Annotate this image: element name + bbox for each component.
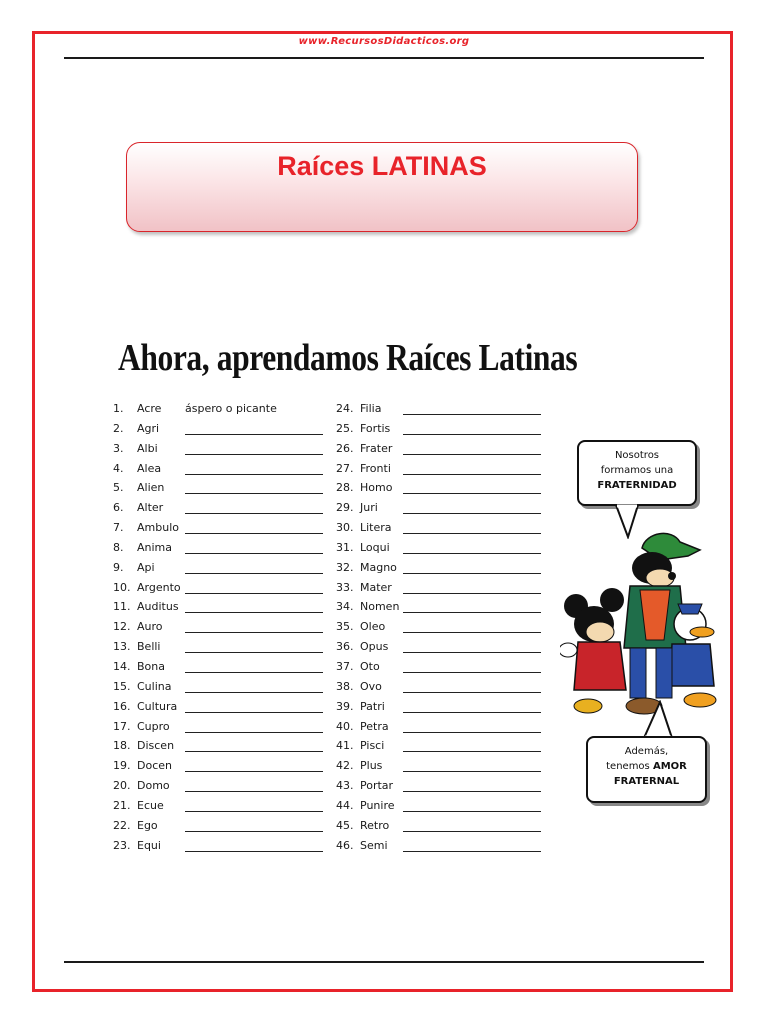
speech-bubble-tail-icon [636, 700, 676, 740]
latin-root: Cupro [137, 719, 170, 733]
latin-root: Agri [137, 421, 160, 435]
answer-blank[interactable] [185, 672, 323, 673]
latin-root: Punire [360, 798, 395, 812]
latin-root: Retro [360, 818, 390, 832]
item-number: 18. [113, 739, 131, 753]
latin-root: Opus [360, 640, 389, 654]
cartoon-friends-illustration [560, 520, 720, 720]
item-number: 21. [113, 798, 131, 812]
answer-blank[interactable] [403, 533, 541, 534]
item-number: 41. [336, 739, 354, 753]
answer-blank[interactable] [185, 751, 323, 752]
answer-blank[interactable] [185, 612, 323, 613]
latin-root: Acre [137, 402, 162, 415]
latin-root: Auro [137, 620, 163, 634]
answer-blank[interactable] [403, 573, 541, 574]
item-number: 22. [113, 818, 131, 832]
item-number: 37. [336, 659, 354, 673]
item-number: 39. [336, 699, 354, 713]
bubble-text: formamos una [600, 465, 674, 476]
answer-blank[interactable] [185, 811, 323, 812]
latin-root: Alter [137, 501, 164, 515]
answer-blank[interactable] [185, 493, 323, 494]
item-number: 20. [113, 779, 131, 793]
item-number: 10. [113, 580, 131, 594]
latin-root: Culina [137, 679, 172, 693]
answer-blank[interactable] [185, 513, 323, 514]
item-number: 33. [336, 580, 354, 594]
item-number: 45. [336, 818, 354, 832]
answer-blank[interactable] [403, 712, 541, 713]
item-number: 9. [113, 560, 124, 574]
latin-root: Semi [360, 838, 388, 852]
item-number: 30. [336, 521, 354, 535]
answer-blank[interactable] [403, 751, 541, 752]
answer-blank[interactable] [403, 414, 541, 415]
item-number: 24. [336, 402, 354, 415]
item-number: 19. [113, 759, 131, 773]
answer-blank[interactable] [185, 831, 323, 832]
item-number: 11. [113, 600, 131, 614]
item-number: 31. [336, 540, 354, 554]
bubble-text: Nosotros [614, 450, 660, 461]
answer-blank[interactable] [403, 474, 541, 475]
speech-bubble-top [577, 440, 697, 506]
answer-blank[interactable] [185, 454, 323, 455]
item-number: 25. [336, 421, 354, 435]
latin-root: Homo [360, 481, 393, 495]
latin-root: Alea [137, 461, 162, 475]
answer-blank[interactable] [403, 593, 541, 594]
answer-blank[interactable] [185, 652, 323, 653]
latin-root: Belli [137, 640, 161, 654]
bubble-text-bold: FRATERNIDAD [597, 480, 677, 491]
answer-blank[interactable] [403, 811, 541, 812]
answer-blank[interactable] [185, 474, 323, 475]
latin-root: Oto [360, 659, 380, 673]
speech-bubble-bottom [586, 736, 707, 803]
latin-root: Auditus [137, 600, 179, 614]
bubble-text-bold: FRATERNAL [613, 776, 680, 787]
latin-root: Frater [360, 441, 393, 455]
item-number: 36. [336, 640, 354, 654]
answer-blank[interactable] [403, 553, 541, 554]
answer-blank[interactable] [403, 612, 541, 613]
latin-root: Magno [360, 560, 397, 574]
answer-blank[interactable] [403, 652, 541, 653]
bubble-text: tenemos AMOR [606, 761, 687, 772]
latin-root: Api [137, 560, 155, 574]
latin-root: Ovo [360, 679, 382, 693]
item-number: 6. [113, 501, 124, 515]
bubble-text: Además, [624, 746, 669, 757]
latin-root: Fronti [360, 461, 391, 475]
latin-root: Alien [137, 481, 165, 495]
answer-blank[interactable] [185, 593, 323, 594]
item-number: 27. [336, 461, 354, 475]
item-number: 23. [113, 838, 131, 852]
item-number: 14. [113, 659, 131, 673]
footer-rule [64, 961, 704, 963]
answer-blank[interactable] [185, 712, 323, 713]
answer-blank[interactable] [185, 851, 323, 852]
item-number: 15. [113, 679, 131, 693]
answer-blank[interactable] [403, 732, 541, 733]
latin-root: Cultura [137, 699, 178, 713]
item-number: 5. [113, 481, 124, 495]
item-number: 38. [336, 679, 354, 693]
latin-root: Petra [360, 719, 389, 733]
latin-root: Domo [137, 779, 170, 793]
latin-root: Nomen [360, 600, 400, 614]
latin-root: Ego [137, 818, 158, 832]
item-number: 12. [113, 620, 131, 634]
item-number: 28. [336, 481, 354, 495]
answer-blank[interactable] [185, 692, 323, 693]
page-title: Raíces LATINAS [277, 151, 487, 181]
answer-blank[interactable] [403, 454, 541, 455]
item-number: 13. [113, 640, 131, 654]
item-number: 26. [336, 441, 354, 455]
latin-root: Ambulo [137, 521, 179, 535]
item-number: 2. [113, 421, 124, 435]
answer-blank[interactable] [185, 533, 323, 534]
answer-blank[interactable] [185, 771, 323, 772]
latin-root: Albi [137, 441, 158, 455]
item-number: 32. [336, 560, 354, 574]
answer-blank[interactable] [403, 493, 541, 494]
answer-blank[interactable] [403, 672, 541, 673]
answer-blank[interactable] [185, 573, 323, 574]
item-number: 34. [336, 600, 354, 614]
answer-blank[interactable] [403, 791, 541, 792]
latin-root: Argento [137, 580, 181, 594]
answer-blank[interactable] [185, 791, 323, 792]
item-number: 17. [113, 719, 131, 733]
item-number: 29. [336, 501, 354, 515]
answer-blank[interactable] [185, 434, 323, 435]
latin-root: Oleo [360, 620, 386, 634]
latin-root: Loqui [360, 540, 390, 554]
answer-blank[interactable] [185, 553, 323, 554]
latin-root: Juri [360, 501, 378, 515]
latin-root: Equi [137, 838, 161, 852]
item-number: 35. [336, 620, 354, 634]
answer-blank[interactable] [403, 513, 541, 514]
answer-blank[interactable] [403, 771, 541, 772]
item-number: 1. [113, 402, 124, 415]
title-banner [126, 142, 638, 232]
item-number: 16. [113, 699, 131, 713]
latin-root: Patri [360, 699, 385, 713]
latin-root: Ecue [137, 798, 164, 812]
answer-blank[interactable] [403, 632, 541, 633]
item-number: 8. [113, 540, 124, 554]
item-number: 43. [336, 779, 354, 793]
answer-blank[interactable] [403, 434, 541, 435]
item-number: 4. [113, 461, 124, 475]
answer-blank[interactable] [185, 632, 323, 633]
latin-root: Litera [360, 521, 392, 535]
latin-root: Filia [360, 402, 382, 415]
answer-blank[interactable] [185, 732, 323, 733]
answer-blank[interactable] [403, 851, 541, 852]
latin-root: Pisci [360, 739, 385, 753]
root-meaning: áspero o picante [185, 402, 277, 415]
header-rule [64, 57, 704, 59]
site-url: www.RecursosDidacticos.org [298, 36, 470, 47]
answer-blank[interactable] [403, 831, 541, 832]
latin-root: Docen [137, 759, 172, 773]
item-number: 44. [336, 798, 354, 812]
latin-root: Mater [360, 580, 392, 594]
answer-blank[interactable] [403, 692, 541, 693]
latin-root: Bona [137, 659, 165, 673]
item-number: 3. [113, 441, 124, 455]
latin-root: Portar [360, 779, 394, 793]
section-heading: Ahora, aprendamos Raíces Latinas [118, 337, 578, 379]
latin-root: Anima [137, 540, 173, 554]
latin-root: Fortis [360, 421, 391, 435]
item-number: 40. [336, 719, 354, 733]
latin-root: Discen [137, 739, 175, 753]
item-number: 42. [336, 759, 354, 773]
latin-root: Plus [360, 759, 383, 773]
item-number: 46. [336, 838, 354, 852]
item-number: 7. [113, 521, 124, 535]
